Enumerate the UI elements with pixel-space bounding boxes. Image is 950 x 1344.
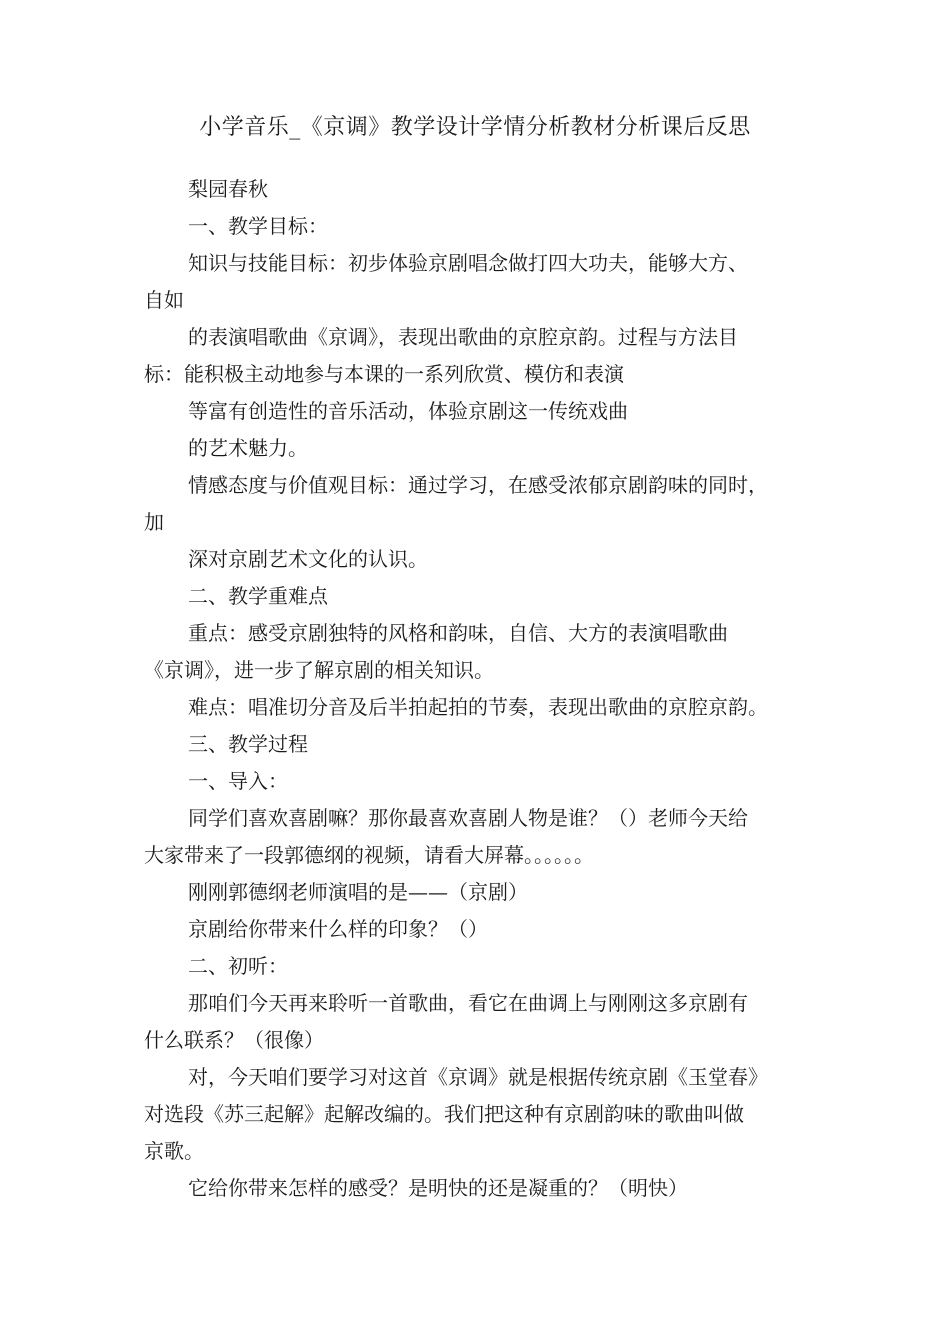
- text-line: 什么联系？（很像）: [144, 1028, 324, 1052]
- text-line: 三、教学过程: [188, 732, 308, 756]
- text-line: 京剧给你带来什么样的印象？（）: [188, 917, 488, 941]
- text-line: 刚刚郭德纲老师演唱的是——（京剧）: [188, 880, 528, 904]
- text-line: 同学们喜欢喜剧嘛？那你最喜欢喜剧人物是谁？（）老师今天给: [188, 806, 748, 830]
- text-line: 自如: [144, 288, 184, 312]
- text-line: 梨园春秋: [188, 177, 268, 201]
- text-line: 大家带来了一段郭德纲的视频，请看大屏幕。。。。。。: [144, 843, 594, 867]
- text-line: 深对京剧艺术文化的认识。: [188, 547, 428, 571]
- text-line: 一、教学目标：: [188, 214, 328, 238]
- text-line: 一、导入：: [188, 769, 288, 793]
- text-line: 知识与技能目标：初步体验京剧唱念做打四大功夫，能够大方、: [188, 251, 748, 275]
- text-line: 京歌。: [144, 1139, 204, 1163]
- text-line: 对选段《苏三起解》起解改编的。我们把这种有京剧韵味的歌曲叫做: [144, 1102, 744, 1126]
- text-line: 那咱们今天再来聆听一首歌曲，看它在曲调上与刚刚这多京剧有: [188, 991, 748, 1015]
- text-line: 重点：感受京剧独特的风格和韵味，自信、大方的表演唱歌曲: [188, 621, 728, 645]
- text-line: 二、初听：: [188, 954, 288, 978]
- text-line: 它给你带来怎样的感受？是明快的还是凝重的？（明快）: [188, 1176, 688, 1200]
- document-title: 小学音乐_《京调》教学设计学情分析教材分析课后反思: [199, 115, 751, 140]
- text-line: 二、教学重难点: [188, 584, 328, 608]
- text-line: 情感态度与价值观目标：通过学习，在感受浓郁京剧韵味的同时，: [188, 473, 768, 497]
- document-body: [144, 171, 824, 1207]
- text-line: 标：能积极主动地参与本课的一系列欣赏、模仿和表演: [144, 362, 624, 386]
- text-line: 《京调》，进一步了解京剧的相关知识。: [144, 658, 494, 682]
- text-line: 难点：唱准切分音及后半拍起拍的节奏，表现出歌曲的京腔京韵。: [188, 695, 768, 719]
- text-line: 等富有创造性的音乐活动，体验京剧这一传统戏曲: [188, 399, 628, 423]
- text-line: 对，今天咱们要学习对这首《京调》就是根据传统京剧《玉堂春》: [188, 1065, 768, 1089]
- text-line: 加: [144, 510, 164, 534]
- text-line: 的艺术魅力。: [188, 436, 308, 460]
- text-line: 的表演唱歌曲《京调》，表现出歌曲的京腔京韵。过程与方法目: [188, 325, 738, 349]
